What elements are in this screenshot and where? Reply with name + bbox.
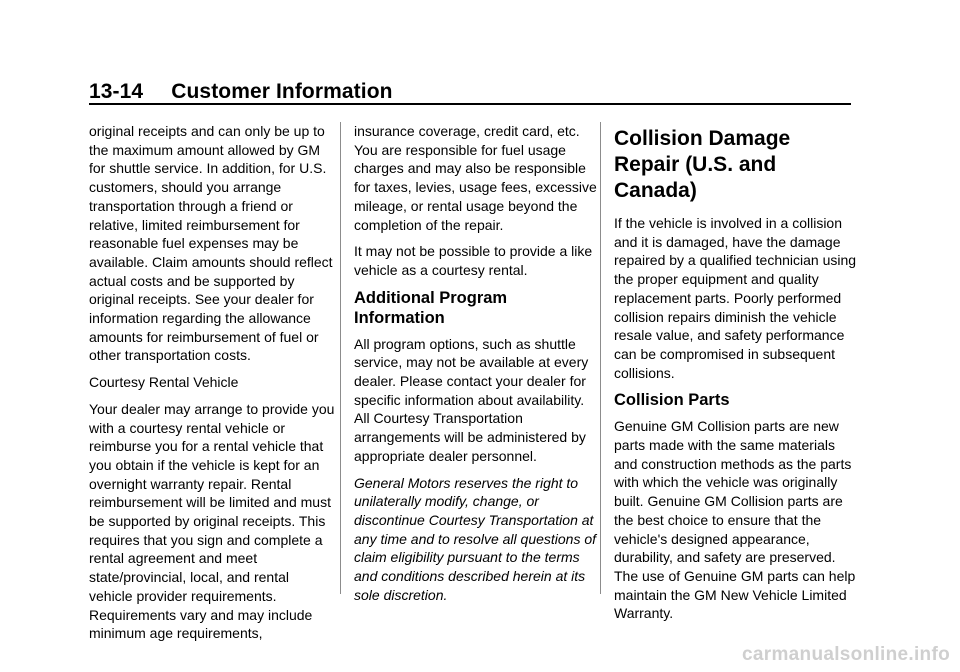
section-title: Customer Information [171,80,393,103]
subheading-courtesy-rental: Courtesy Rental Vehicle [89,374,239,391]
disclaimer-paragraph: General Motors reserves the right to unilaterally modify, change, or discontinue Courtesy Transportation at any time and to resolve all questions of claim eligibility pursuant to the terms and conditions described herein at its sole discretion. [354,474,597,603]
column-1 [89,122,335,651]
watermark: carmanualsonline.info [742,644,950,665]
heading-collision-parts: Collision Parts [614,391,730,410]
page-number: 13-14 [89,80,144,103]
paragraph: Genuine GM Collision parts are new parts made with the same materials and construction methods as the parts with which the vehicle was originally built. Genuine GM Collision parts are the best choice to ensure that the vehicle's designed appearance, durability, and safety are preserved. The use of Genuine GM parts can help maintain the GM New Vehicle Limited Warranty. [614,418,856,622]
column-2 [354,122,600,612]
paragraph: All program options, such as shuttle service, may not be available at every dealer. Please contact your dealer for specific information about availability. All Courtesy Transportation arrangements will be administered by appropriate dealer personnel. [354,335,589,464]
heading-additional-program: Additional Program Information [354,288,508,327]
column-3 [614,122,860,631]
column-divider [340,122,341,594]
column-divider [600,122,601,594]
page-header [89,80,393,104]
paragraph: If the vehicle is involved in a collision and it is damaged, have the damage repaired by a qualified technician using the proper equipment and quality replacement parts. Poorly performed collision repairs diminish the vehicle resale value, and safety performance can be compromised in subsequent collisions. [614,215,857,381]
paragraph: insurance coverage, credit card, etc. You are responsible for fuel usage charges and may also be responsible for taxes, levies, usage fees, excessive mileage, or rental usage beyond the completion of the repair. [354,123,597,233]
heading-collision-damage-repair: Collision Damage Repair (U.S. and Canada) [614,127,791,202]
header-rule [89,103,851,105]
paragraph: Your dealer may arrange to provide you with a courtesy rental vehicle or reimburse you for a rental vehicle that you obtain if the vehicle is kept for an overnight warranty repair. Rental reimbursement will be limited and must be supported by original receipts. This requires that you sign and complete a rental agreement and meet state/provincial, local, and rental vehicle provider requirements. Requirements vary and may include minimum age requirements, [89,400,335,642]
paragraph: original receipts and can only be up to the maximum amount allowed by GM for shuttle service. In addition, for U.S. customers, should you arrange transportation through a friend or relative, limited reimbursement for reasonable fuel expenses may be available. Claim amounts should reflect actual costs and be supported by original receipts. See your dealer for information regarding the allowance amounts for reimbursement of fuel or other transportation costs. [89,123,333,364]
paragraph: It may not be possible to provide a like vehicle as a courtesy rental. [354,243,593,278]
